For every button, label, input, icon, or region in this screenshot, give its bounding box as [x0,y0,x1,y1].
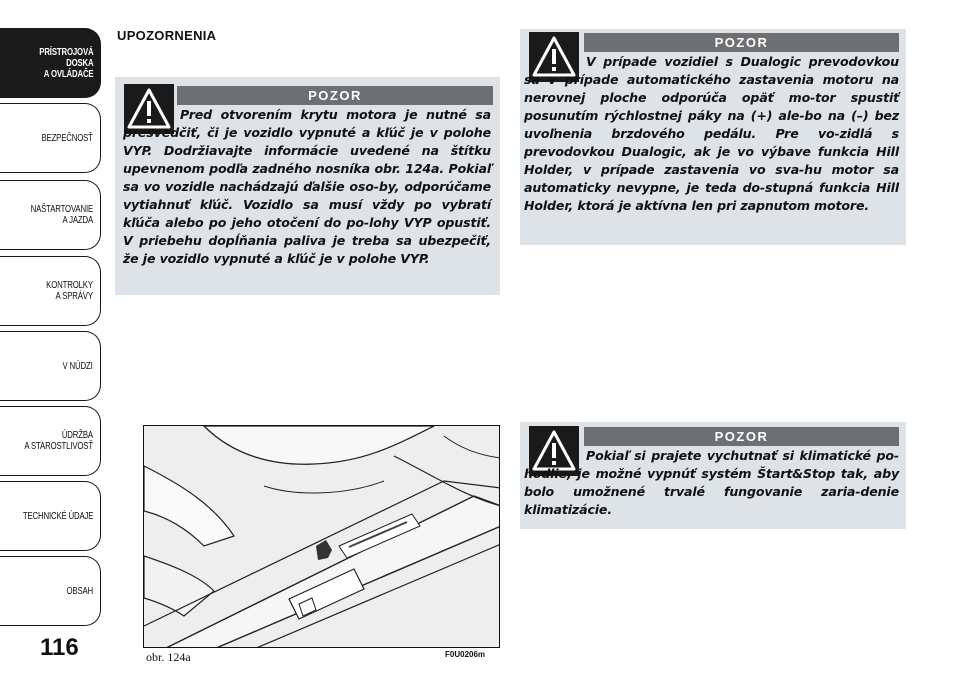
section-title: UPOZORNENIA [117,28,217,43]
warning-title: POZOR [177,86,493,105]
tab-label: OBSAH [66,585,93,597]
tab-bezpecnost[interactable] [0,103,101,173]
tab-v-nudzi[interactable] [0,331,101,401]
warning-title: POZOR [584,427,899,446]
warning-box-start-stop [520,422,906,529]
warning-text: Pokiaľ si prajete vychutnať si klimatické po-hodlie, je možné vypnúť systém Štart&Stop tak, aby bolo umožnené trvalé fungovanie zaria-denie klimatizácie. [524,448,899,517]
tab-obsah[interactable] [0,556,101,626]
tab-nastartovanie[interactable] [0,180,101,250]
tab-label: PRÍSTROJOVÁ DOSKA A OVLÁDAČE [38,46,93,80]
tab-label: ÚDRŽBA A STAROSTLIVOSŤ [24,430,93,452]
figure-124a-engine-bay [143,425,500,648]
tab-label: V NÚDZI [62,360,93,372]
tab-kontrolky[interactable] [0,256,101,326]
figure-caption: obr. 124a [146,650,191,664]
warning-box-hood [115,77,500,295]
warning-box-dualogic [520,29,906,245]
engine-bay-illustration [144,426,500,648]
figure-code: F0U0206m [445,650,486,659]
tab-label: KONTROLKY A SPRÁVY [46,280,93,302]
page-number: 116 [40,634,79,661]
warning-text: V prípade vozidiel s Dualogic prevodovkou sa v prípade automatického zastavenia motoru na nerovnej ploche odporúča opäť mo-tor spustiť posunutím rýchlostnej páky na (+) ale-bo na (–) bez uvoľnenia brzdového pedálu. Pre vo-zidlá s prevodovkou Dualogic, ak je vo výbave funkcia Hill Holder, v prípade zastavenia vo sva-hu motor sa automaticky nevypne, je teda do-stupná funkcia Hill Holder, ktorá je aktívna len pri zapnutom motore. [524,54,899,213]
tab-label: TECHNICKÉ ÚDAJE [22,510,93,522]
tab-udrzba[interactable] [0,406,101,476]
tab-label: NAŠTARTOVANIE A JAZDA [30,204,93,226]
tab-technicke-udaje[interactable] [0,481,101,551]
tab-pristrojova-doska[interactable] [0,28,101,98]
warning-title: POZOR [584,33,899,52]
tab-label: BEZPEČNOSŤ [41,132,93,144]
warning-text: Pred otvorením krytu motora je nutné sa presvedčiť, či je vozidlo vypnuté a kľúč je v polohe VYP. Dodržiavajte informácie uvedené na štítku upevnenom podľa zadného nosníka obr. 124a. Pokiaľ sa vo vozidle nachádzajú ďalšie oso-by, odporúčame vytiahnuť kľúč. Vozidlo sa musí vždy po vybratí kľúča alebo po jeho otočení do po-lohy VYP opustiť. V priebehu dopĺňania paliva je treba sa ubezpečiť, že je vozidlo vypnuté a kľúč je v polohe VYP. [123,107,491,266]
